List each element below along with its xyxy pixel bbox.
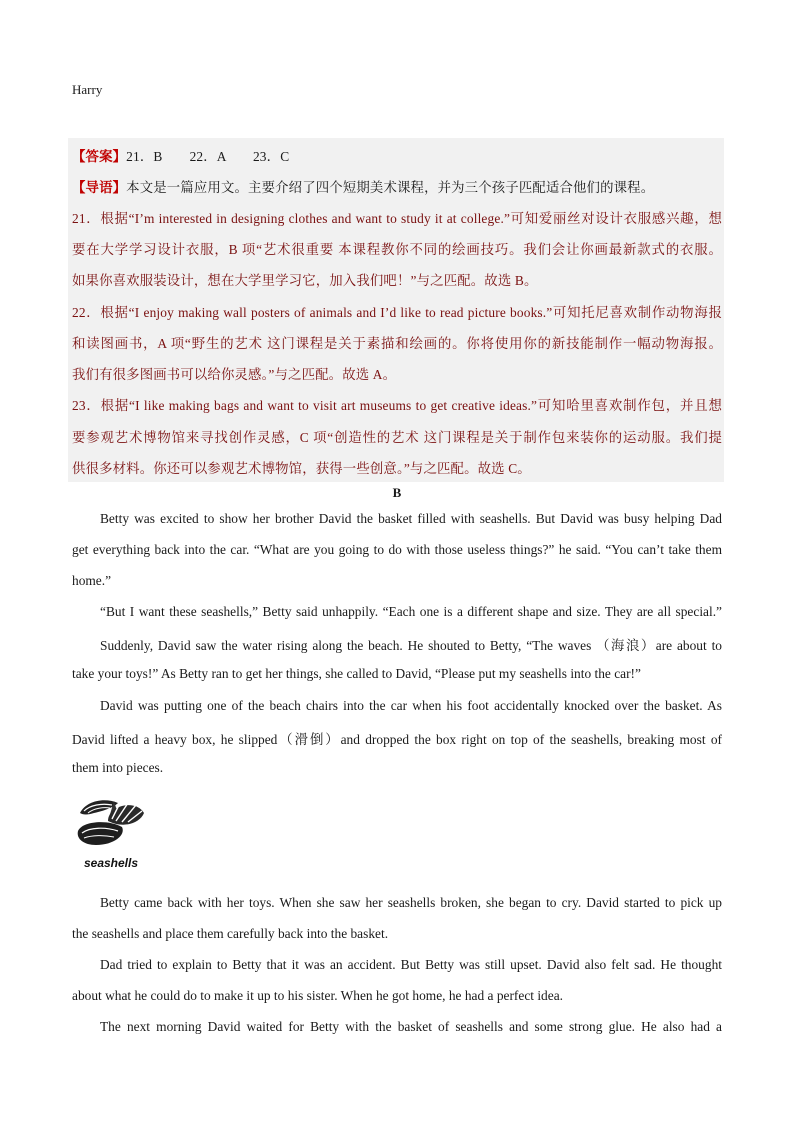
story-p1-line-2: get everything back into the car. “What are you going to do with those useless things?” he said. “You can’t take them (72, 542, 722, 557)
seashells-illustration (74, 795, 148, 873)
q22-line-3: 我们有很多图画书可以给你灵感。”与之匹配。故选 A。 (72, 367, 397, 382)
q23-line-3: 供很多材料。你还可以参观艺术博物馆，获得一些创意。”与之匹配。故选 C。 (72, 461, 531, 476)
story-p3-line-1: Suddenly, David saw the water rising along the beach. He shouted to Betty, “The waves （海浪）are about to (100, 638, 722, 653)
story-p6-line-2: about what he could do to make it up to his sister. When he got home, he had a perfect idea. (72, 988, 563, 1003)
story-p5-line-2: the seashells and place them carefully back into the basket. (72, 926, 389, 941)
q23-line-1: 23．根据“I like making bags and want to visit art museums to get creative ideas.”可知哈里喜欢制作包，并且想 (72, 398, 722, 413)
guide-line (72, 177, 722, 196)
q21-line-2: 要在大学学习设计衣服，B 项“艺术很重要 本课程教你不同的绘画技巧。我们会让你画最新款式的衣服。 (72, 242, 722, 257)
story-p7-line-1: The next morning David waited for Betty with the basket of seashells and some strong glue. He also had a (100, 1019, 722, 1034)
story-p3-line-2: take your toys!” As Betty ran to get her things, she called to David, “Please put my seashells into the car!” (72, 666, 641, 681)
answer-label: 【答案】 (72, 149, 127, 164)
guide-label: 【导语】 (72, 180, 127, 195)
q21-line-1: 21．根据“I’m interested in designing clothes and want to study it at college.”可知爱丽丝对设计衣服感兴趣，想 (72, 211, 722, 226)
answer-line (72, 146, 722, 165)
story-p5-line-1: Betty came back with her toys. When she saw her seashells broken, she began to cry. David started to pick up (100, 895, 722, 910)
story-p4-line-2: David lifted a heavy box, he slipped（滑倒）and dropped the box right on top of the seashells, breaking most of (72, 732, 722, 747)
guide-text: 本文是一篇应用文。主要介绍了四个短期美术课程，并为三个孩子匹配适合他们的课程。 (126, 180, 655, 195)
q22-line-1: 22．根据“I enjoy making wall posters of animals and I’d like to read picture books.”可知托尼喜欢制作动物海报 (72, 305, 722, 320)
story-p4-line-1: David was putting one of the beach chairs into the car when his foot accidentally knocked over the basket. As (100, 698, 722, 713)
section-heading: B (392, 485, 402, 500)
story-p1-line-3: home.” (72, 573, 112, 588)
answer-items: 21．B 22．A 23．C (126, 149, 290, 164)
q21-line-3: 如果你喜欢服装设计，想在大学里学习它，加入我们吧！”与之匹配。故选 B。 (72, 273, 538, 288)
story-p6-line-1: Dad tried to explain to Betty that it was an accident. But Betty was still upset. David also felt sad. He thought (100, 957, 722, 972)
seashells-caption: seashells (83, 856, 139, 870)
q22-line-2: 和读图画书，A 项“野生的艺术 这门课程是关于素描和绘画的。你将使用你的新技能制作一幅动物海报。 (72, 336, 722, 351)
student-name: Harry (72, 82, 103, 97)
story-p1-line-1: Betty was excited to show her brother David the basket filled with seashells. But David was busy helping Dad (100, 511, 722, 526)
story-p2: “But I want these seashells,” Betty said unhappily. “Each one is a different shape and size. They are all special.” (100, 604, 722, 619)
q23-line-2: 要参观艺术博物馆来寻找创作灵感，C 项“创造性的艺术 这门课程是关于制作包来装你的运动服。我们提 (72, 430, 722, 445)
story-p4-line-3: them into pieces. (72, 760, 164, 775)
